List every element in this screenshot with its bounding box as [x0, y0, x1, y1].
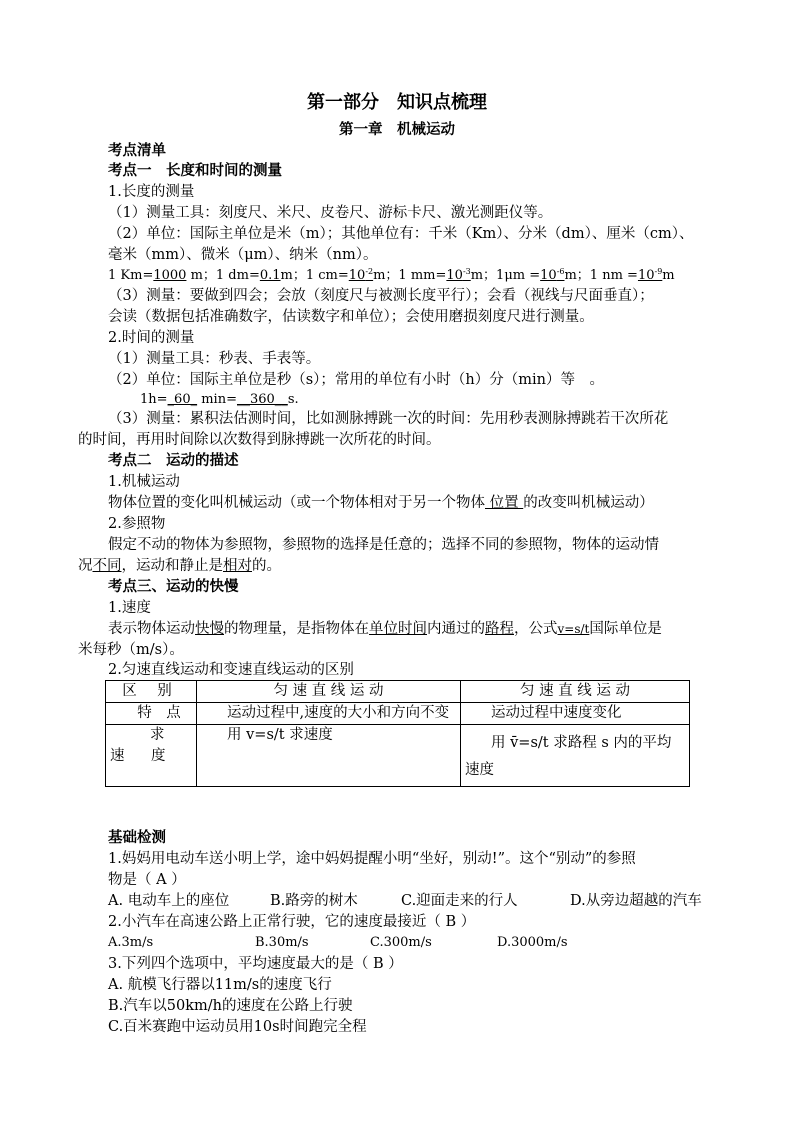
- paragraph: （1）测量工具：刻度尺、米尺、皮卷尺、游标卡尺、激光测距仪等。: [108, 205, 553, 221]
- option: A. 航模飞行器以11m/s的速度飞行: [108, 977, 332, 993]
- subheading: 2.匀速直线运动和变速直线运动的区别: [108, 662, 354, 678]
- time-conversion: 1h=_60_ min=__360__s.: [140, 392, 299, 407]
- unit-conversions: 1 Km=1000 m；1 dm=0.1m；1 $cm=10^{-2}m$；1 $mm=10^{-3}m$；$1\mu m =10^{-6}m$；1 nm $=10^{-9}m$: [108, 267, 675, 283]
- question: 2.小汽车在高速公路上正常行驶，它的速度最接近（ B ）: [108, 914, 476, 930]
- option: D.3000m/s: [497, 935, 568, 950]
- option: C.迎面走来的行人: [401, 893, 518, 909]
- table-cell: 用 v̄=s/t 求路程 s 内的平均速度: [461, 725, 690, 787]
- page-title: 第一部分 知识点梳理: [307, 92, 487, 113]
- paragraph: 假定不动的物体为参照物，参照物的选择是任意的；选择不同的参照物，物体的运动情: [108, 537, 659, 553]
- subheading: 2.时间的测量: [108, 330, 195, 346]
- paragraph: （3）测量：累积法估测时间，比如测脉搏跳一次的时间：先用秒表测脉搏跳若干次所花: [108, 411, 669, 427]
- paragraph: 物体位置的变化叫机械运动（或一个物体相对于另一个物体 位置 的改变叫机械运动）: [108, 495, 654, 511]
- checklist-heading: 考点清单: [108, 142, 166, 159]
- paragraph: （1）测量工具：秒表、手表等。: [108, 351, 321, 367]
- subheading: 1.速度: [108, 600, 151, 616]
- subheading: 1.长度的测量: [108, 184, 195, 200]
- table-cell: 用 v=s/t 求速度: [197, 725, 461, 787]
- option: B.30m/s: [255, 935, 309, 950]
- subheading: 1.机械运动: [108, 474, 180, 490]
- option: D.从旁边超越的汽车: [570, 893, 702, 909]
- table-row: [106, 703, 690, 725]
- table-cell: 运动过程中,速度的大小和方向不变: [197, 703, 461, 725]
- table-cell: 特 点: [106, 703, 197, 725]
- paragraph: （3）测量：要做到四会；会放（刻度尺与被测长度平行）；会看（视线与尺面垂直）；: [108, 288, 654, 304]
- table-header-row: [106, 681, 690, 703]
- table-header-cell: 匀 速 直 线 运 动: [461, 681, 690, 703]
- paragraph: 的时间，再用时间除以次数得到脉搏跳一次所花的时间。: [78, 432, 441, 448]
- question: 物是（ A ）: [108, 872, 186, 888]
- option: C.300m/s: [370, 935, 432, 950]
- section-heading: 基础检测: [108, 829, 166, 846]
- section-heading: 考点三、运动的快慢: [108, 578, 239, 595]
- option: A.3m/s: [108, 935, 154, 950]
- table-cell: 运动过程中速度变化: [461, 703, 690, 725]
- question: 1.妈妈用电动车送小明上学，途中妈妈提醒小明“坐好，别动!”。这个“别动”的参照: [108, 851, 636, 867]
- paragraph: （2）单位：国际主单位是秒（s）；常用的单位有小时（h）分（min）等 。: [108, 372, 604, 388]
- option: B.汽车以50km/h的速度在公路上行驶: [108, 998, 353, 1014]
- question: 3.下列四个选项中，平均速度最大的是（ B ）: [108, 956, 403, 972]
- option: A. 电动车上的座位: [108, 893, 230, 909]
- paragraph: 会读（数据包括准确数字，估读数字和单位）；会使用磨损刻度尺进行测量。: [108, 309, 594, 325]
- paragraph: 毫米（mm）、微米（μm）、纳米（nm）。: [108, 247, 378, 263]
- table-cell: 求 速 度: [106, 725, 197, 787]
- table-row: [106, 725, 690, 787]
- subheading: 2.参照物: [108, 516, 166, 532]
- section-heading: 考点二 运动的描述: [108, 452, 239, 469]
- comparison-table: [105, 680, 690, 787]
- option: B.路旁的树木: [270, 893, 358, 909]
- section-heading: 考点一 长度和时间的测量: [108, 162, 282, 179]
- paragraph: 米每秒（m/s）。: [78, 642, 184, 658]
- paragraph: 表示物体运动快慢的物理量，是指物体在单位时间内通过的路程，公式v=s/t国际单位是: [108, 621, 662, 637]
- paragraph: （2）单位：国际主单位是米（m）；其他单位有：千米（Km）、分米（dm）、厘米（cm）、: [108, 226, 694, 242]
- table-header-cell: 区 别: [106, 681, 197, 703]
- table-header-cell: 匀 速 直 线 运 动: [197, 681, 461, 703]
- chapter-title: 第一章 机械运动: [339, 121, 455, 138]
- paragraph: 况不同，运动和静止是相对的。: [78, 558, 281, 574]
- option: C.百米赛跑中运动员用10s时间跑完全程: [108, 1019, 367, 1035]
